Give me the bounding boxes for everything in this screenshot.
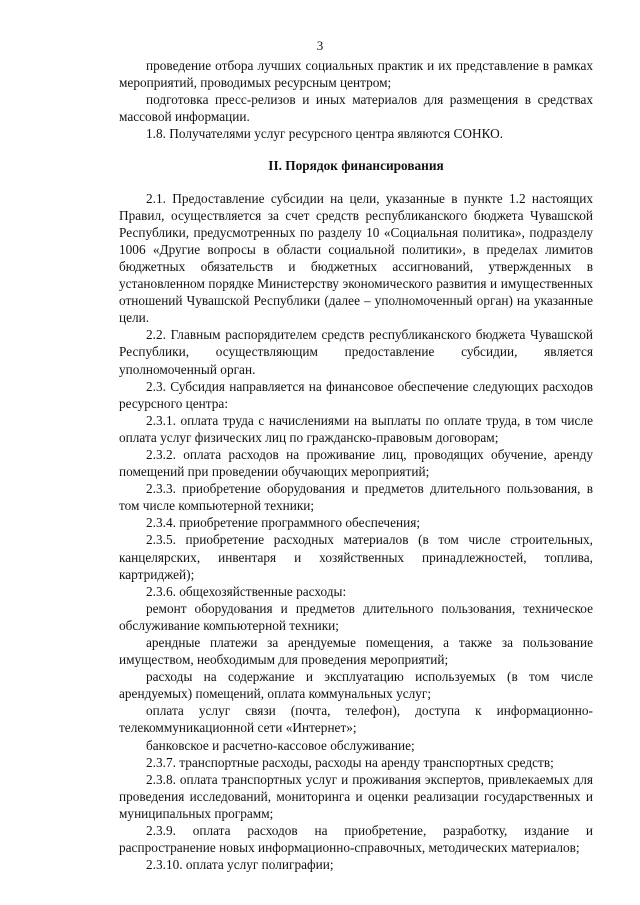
paragraph-2-3-9: 2.3.9. оплата расходов на приобретение, разработку, издание и распространение новых информационно-справочных, методических материалов;: [119, 823, 593, 856]
paragraph-2-1: 2.1. Предоставление субсидии на цели, указанные в пункте 1.2 настоящих Правил, осуществляется за счет средств республиканского бюджета Чувашской Республики, предусмотренных по разделу 10 «Социальная политика», подразделу 1006 «Другие вопросы в области социальной политики», в пределах лимитов бюджетных обязательств и бюджетных ассигнований, утвержденных в установленном порядке Министерству экономического развития и имущественных отношений Чувашской Республики (далее – уполномоченный орган) на указанные цели.: [119, 190, 593, 326]
paragraph-2-3-8: 2.3.8. оплата транспортных услуг и проживания экспертов, привлекаемых для проведения исследований, мониторинга и оценки реализации государственных и муниципальных программ;: [119, 771, 593, 821]
paragraph-1-8: 1.8. Получателями услуг ресурсного центра являются СОНКО.: [146, 126, 504, 142]
paragraph-2-3-5: 2.3.5. приобретение расходных материалов (в том числе строительных, канцелярских, инвентаря и хозяйственных принадлежностей, топлива, картриджей);: [119, 532, 593, 582]
paragraph-2-3-10: 2.3.10. оплата услуг полиграфии;: [146, 857, 334, 873]
paragraph-2-3-6: 2.3.6. общехозяйственные расходы:: [146, 583, 347, 599]
paragraph-communications: оплата услуг связи (почта, телефон), доступа к информационно-телекоммуникационной сети «Интернет»;: [119, 703, 593, 736]
paragraph-2-3-4: 2.3.4. приобретение программного обеспечения;: [146, 515, 421, 531]
paragraph-2-2: 2.2. Главным распорядителем средств республиканского бюджета Чувашской Республики, осуществляющим предоставление субсидии, является уполномоченный орган.: [119, 327, 593, 377]
paragraph-press-releases: подготовка пресс-релизов и иных материалов для размещения в средствах массовой информации.: [119, 92, 593, 125]
paragraph-2-3-2: 2.3.2. оплата расходов на проживание лиц, проводящих обучение, аренду помещений при проведении обучающих мероприятий;: [119, 446, 593, 480]
section-title: II. Порядок финансирования: [268, 158, 444, 174]
paragraph-2-3-7: 2.3.7. транспортные расходы, расходы на аренду транспортных средств;: [146, 754, 554, 770]
page-number: 3: [316, 38, 324, 53]
paragraph-banking: банковское и расчетно-кассовое обслуживание;: [146, 737, 415, 753]
document-body: [119, 57, 593, 873]
paragraph-2-3: 2.3. Субсидия направляется на финансовое обеспечение следующих расходов ресурсного центра:: [119, 378, 593, 411]
paragraph-rent: арендные платежи за арендуемые помещения, а также за пользование имуществом, необходимым для проведения мероприятий;: [119, 635, 593, 668]
paragraph-2-3-1: 2.3.1. оплата труда с начислениями на выплаты по оплате труда, в том числе оплата услуг физических лиц по гражданско-правовым договорам;: [119, 412, 593, 445]
paragraph-best-practices: проведение отбора лучших социальных практик и их представление в рамках мероприятий, проводимых ресурсным центром;: [119, 58, 593, 91]
paragraph-repair: ремонт оборудования и предметов длительного пользования, техническое обслуживание компьютерной техники;: [119, 600, 593, 633]
paragraph-2-3-3: 2.3.3. приобретение оборудования и предметов длительного пользования, в том числе компьютерной техники;: [119, 481, 593, 514]
paragraph-maintenance: расходы на содержание и эксплуатацию используемых (в том числе арендуемых) помещений, оплата коммунальных услуг;: [119, 669, 593, 702]
